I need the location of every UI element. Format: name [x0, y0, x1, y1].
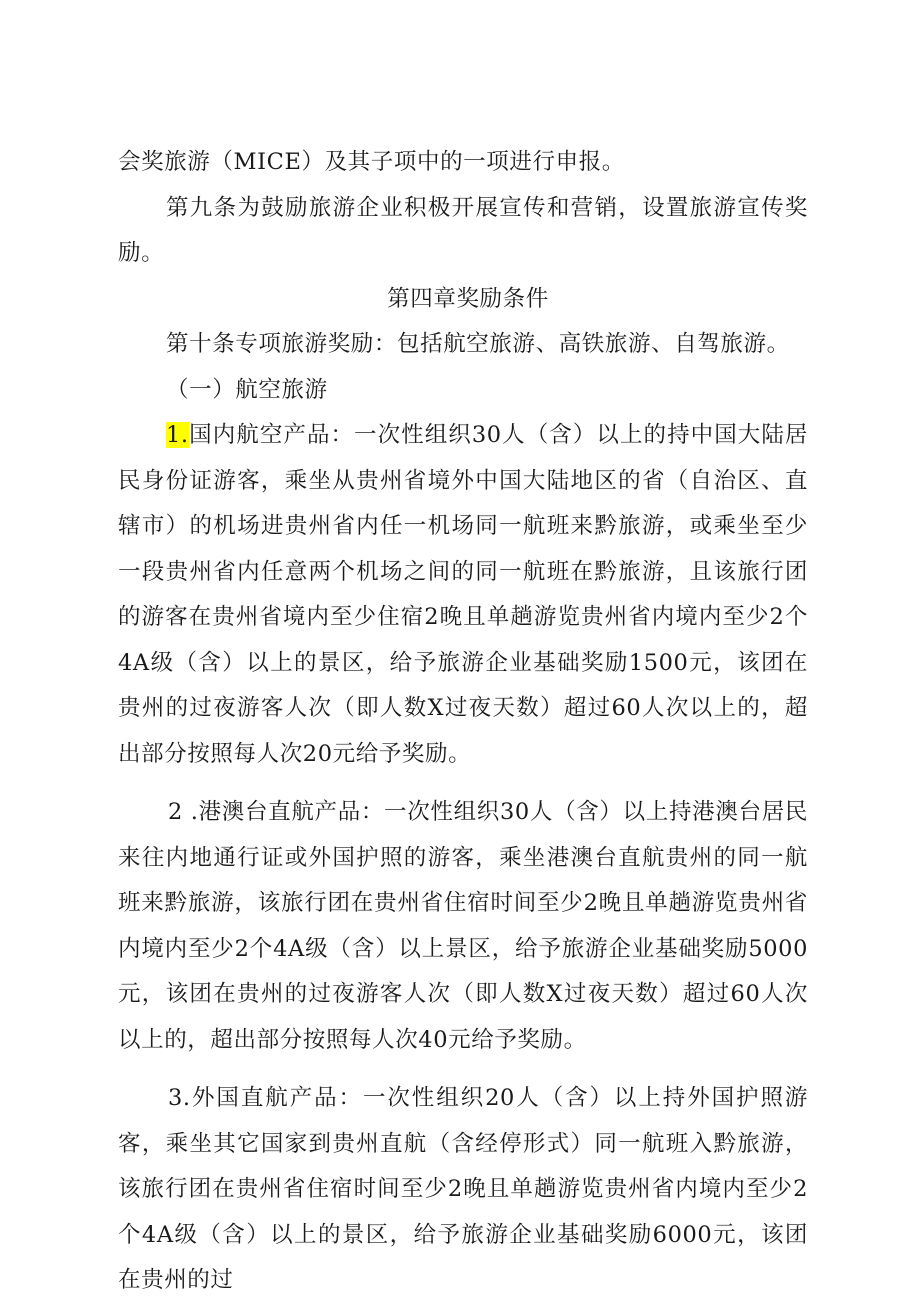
item-3-number: 3. [168, 1085, 191, 1111]
paragraph-mice: 会奖旅游（MICE）及其子项中的一项进行申报。 [118, 149, 625, 175]
article-10-paragraph: 第十条专项旅游奖励：包括航空旅游、高铁旅游、自驾旅游。 [166, 331, 790, 357]
chapter-title: 第四章奖励条件 [387, 285, 549, 312]
item-2-hmt-direct [118, 790, 808, 1063]
paragraph-gap [118, 1063, 808, 1076]
item-2-number: 2 . [168, 799, 199, 825]
item-1-domestic-air [118, 413, 808, 777]
item-3-foreign-direct [118, 1076, 808, 1304]
item-3-text: 外国直航产品：一次性组织20人（含）以上持外国护照游客，乘坐其它国家到贵州直航（含经停形式）同一航班入黔旅游，该旅行团在贵州省住宿时间至少2晚且单趟游览贵州省内境内至少2个4A级（含）以上的景区，给予旅游企业基础奖励6000元，该团在贵州的过 [118, 1085, 808, 1293]
item-1-number-highlight: 1. [166, 422, 189, 448]
section-heading-air-travel: （一）航空旅游 [166, 376, 328, 403]
document-body [118, 140, 808, 1304]
paragraph-gap [118, 777, 808, 790]
article-9-paragraph: 第九条为鼓励旅游企业积极开展宣传和营销，设置旅游宣传奖励。 [118, 194, 808, 266]
item-1-text: 国内航空产品：一次性组织30人（含）以上的持中国大陆居民身份证游客，乘坐从贵州省境外中国大陆地区的省（自治区、直辖市）的机场进贵州省内任一机场同一航班来黔旅游，或乘坐至少一段贵州省内任意两个机场之间的同一航班在黔旅游，且该旅行团的游客在贵州省境内至少住宿2晚且单趟游览贵州省内境内至少2个4A级（含）以上的景区，给予旅游企业基础奖励1500元，该团在贵州的过夜游客人次（即人数X过夜天数）超过60人次以上的，超出部分按照每人次20元给予奖励。 [118, 422, 808, 767]
item-2-text: 港澳台直航产品：一次性组织30人（含）以上持港澳台居民来往内地通行证或外国护照的游客，乘坐港澳台直航贵州的同一航班来黔旅游，该旅行团在贵州省住宿时间至少2晚且单趟游览贵州省内境内至少2个4A级（含）以上景区，给予旅游企业基础奖励5000元，该团在贵州的过夜游客人次（即人数X过夜天数）超过60人次以上的，超出部分按照每人次40元给予奖励。 [118, 799, 808, 1053]
